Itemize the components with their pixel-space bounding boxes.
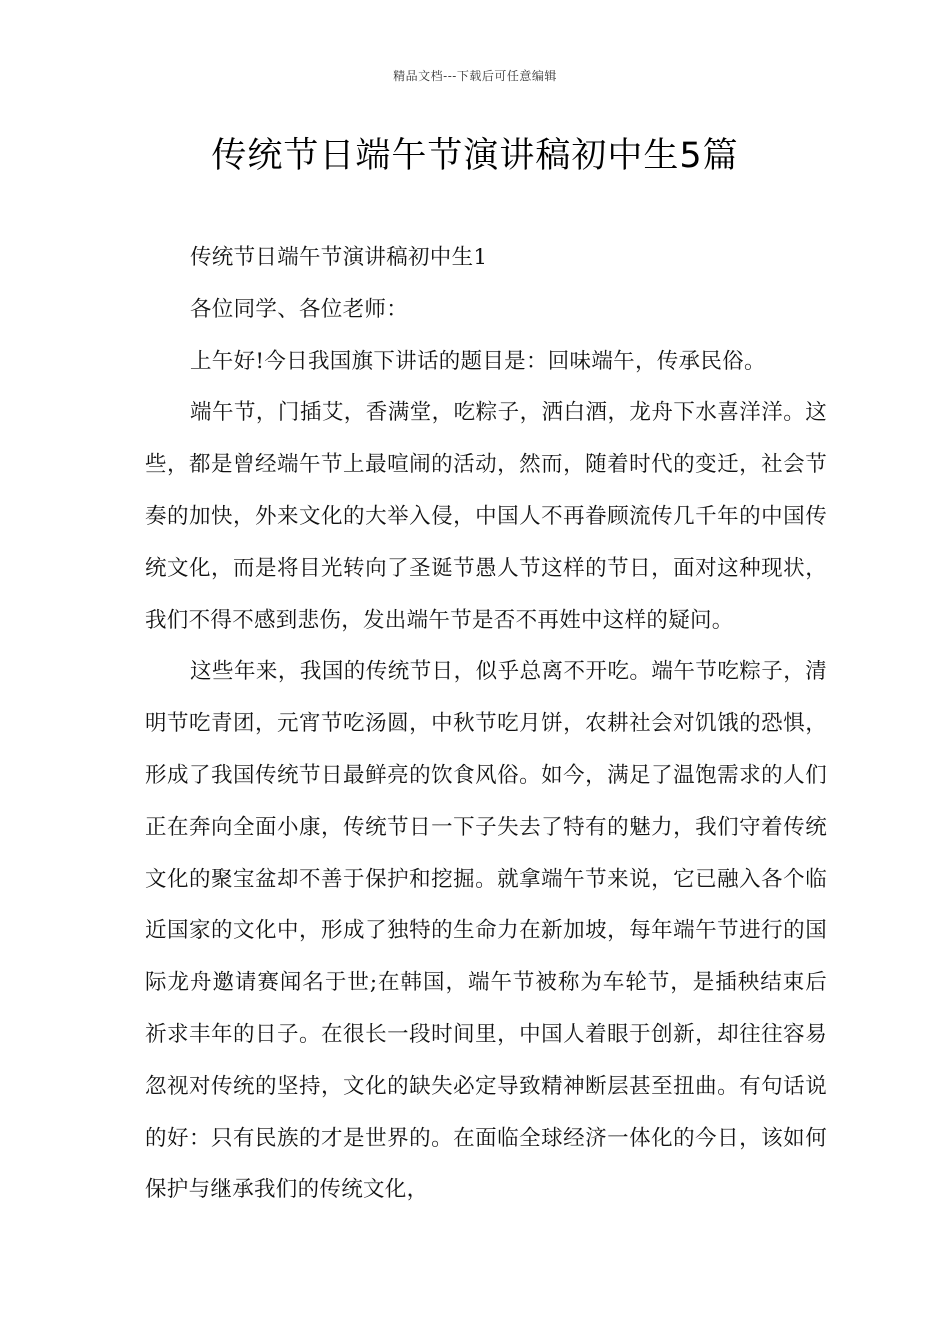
header-note: 精品文档---下载后可任意编辑: [393, 69, 557, 83]
body-paragraph: 端午节，门插艾，香满堂，吃粽子，洒白酒，龙舟下水喜洋洋。这些，都是曾经端午节上最喧闹的活动，然而，随着时代的变迁，社会节奏的加快，外来文化的大举入侵，中国人不再眷顾流传几千年的中国传统文化，而是将目光转向了圣诞节愚人节这样的节日，面对这种现状，我们不得不感到悲伤，发出端午节是否不再姓中这样的疑问。: [145, 400, 827, 633]
body-paragraph: 这些年来，我国的传统节日，似乎总离不开吃。端午节吃粽子，清明节吃青团，元宵节吃汤圆，中秋节吃月饼，农耕社会对饥饿的恐惧，形成了我国传统节日最鲜亮的饮食风俗。如今，满足了温饱需求的人们正在奔向全面小康，传统节日一下子失去了特有的魅力，我们守着传统文化的聚宝盆却不善于保护和挖掘。就拿端午节来说，它已融入各个临近国家的文化中，形成了独特的生命力在新加坡，每年端午节进行的国际龙舟邀请赛闻名于世;在韩国，端午节被称为车轮节，是插秧结束后祈求丰年的日子。在很长一段时间里，中国人着眼于创新，却往往容易忽视对传统的坚持，文化的缺失必定导致精神断层甚至扭曲。有句话说的好：只有民族的才是世界的。在面临全球经济一体化的今日，该如何保护与继承我们的传统文化，: [145, 659, 827, 1203]
section-heading: 传统节日端午节演讲稿初中生1: [190, 245, 488, 270]
greeting-paragraph: 上午好!今日我国旗下讲话的题目是：回味端午，传承民俗。: [190, 348, 766, 374]
document-body: [145, 232, 827, 1216]
salutation: 各位同学、各位老师：: [190, 296, 409, 322]
document-title: 传统节日端午节演讲稿初中生5篇: [211, 136, 739, 176]
